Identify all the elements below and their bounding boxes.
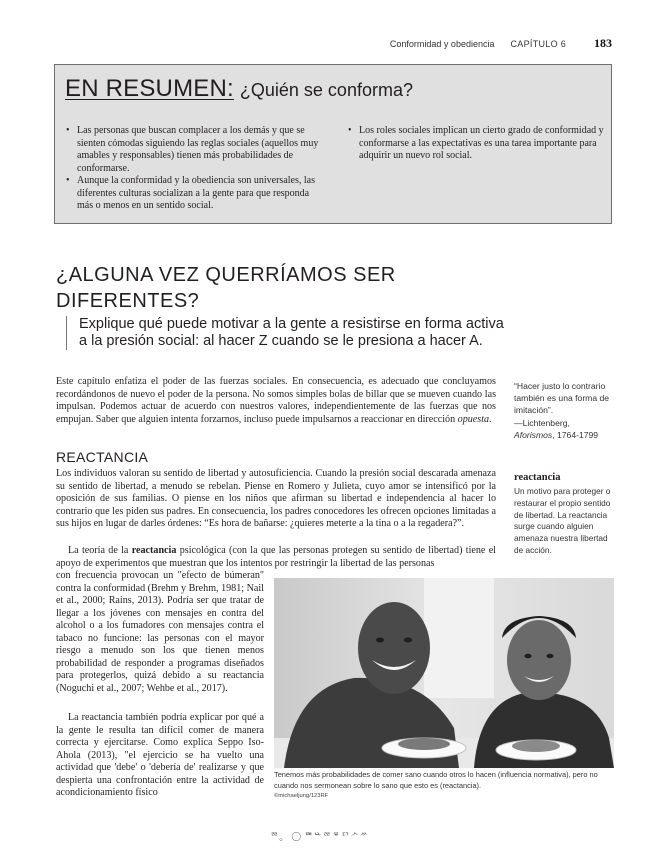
- page-footer: ᄙ。 ◯ ᄜᄔᄙᄛᄗᄼᄽ: [270, 832, 369, 842]
- body-paragraph: La reactancia también podría explicar por qué a la gente le resulta tan difícil comer de manera correcta y ejercitarse. Como explica Seppo Iso-Ahola (2013), "el ejercicio se ha vuelto una actividad que 'debe' o 'debería de' realizarse y que despierta una confrontación entre la actividad de acondicionamiento físico: [56, 712, 264, 798]
- quote-author: —Lichtenberg,: [514, 418, 570, 428]
- glossary-definition: Un motivo para proteger o restaurar el propio sentido de libertad. La reactancia surge cuando alguien amenaza nuestra libertad de acción.: [514, 486, 611, 555]
- intro-paragraph: [56, 376, 496, 426]
- summary-bullets-left: [65, 125, 320, 213]
- summary-bullets-right: [347, 125, 605, 163]
- intro-text: Este capítulo enfatiza el poder de las fuerzas sociales. En consecuencia, es adecuado que concluyamos recordándonos de nuevo el poder de la persona. No somos simples bolas de billar que se mueven cuando las impulsan. Podemos actuar de acuerdo con nuestros valores, independientemente de las fuerzas que nos empujan. Saber que alguien intenta forzarnos, incluso puede impulsarnos a reaccionar en dirección: [56, 376, 496, 425]
- summary-bullet: • Aunque la conformidad y la obediencia son universales, las diferentes culturas socializan a la gente para que responda más o menos en un sentido social.: [65, 175, 320, 213]
- key-term: reactancia: [131, 545, 177, 556]
- summary-title: [65, 75, 413, 103]
- running-header-section: Conformidad y obediencia: [389, 39, 495, 49]
- summary-bullet: • Los roles sociales implican un cierto grado de conformidad y conformarse a las expectativas es una tarea importante para adquirir un nuevo rol social.: [347, 125, 605, 163]
- learning-objective: Explique qué puede motivar a la gente a resistirse en forma activa a la presión social: al hacer Z cuando se le presiona a hacer A.: [66, 316, 509, 350]
- photo-couple-eating-salad: [274, 578, 614, 768]
- body-paragraph: Los individuos valoran su sentido de libertad y autosuficiencia. Cuando la presión social descarada amenaza su sentido de libertad, a menudo se rebelan. Piense en Romero y Julieta, cuyo amor se intensificó por la oposición de sus familias. O piense en los niños que afirman su libertad e independencia al hacer lo contrario que les piden sus padres. En consecuencia, los padres conocedores les ofrecen opciones limitadas a sus hijos en lugar de darles órdenes: “Es hora de bañarse: ¿quieres meterte a la tina o a la regadera?”.: [56, 468, 496, 529]
- quote-text: “Hacer justo lo contrario también es una forma de imitación”.: [514, 381, 610, 415]
- running-header: [390, 36, 612, 51]
- photo-caption: [274, 770, 618, 802]
- photo-credit: ©michaeljung/123RF: [274, 793, 329, 799]
- body-paragraph: con frecuencia provocan un "efecto de búmeran" contra la conformidad (Brehm y Brehm, 1981; Nail et al., 2000; Rains, 2013). Podría ser que tratar de llegar a los jóvenes con mensajes en contra del alcohol o a los fumadores con mensajes contra el tabaco no funcione: las personas con el mayor riesgo a menudo son los que tienen menos probabilidad de responder a programas diseñados para protegerlos, quizá debido a su reactancia (Noguchi et al., 2007; Wehbe et al., 2017).: [56, 570, 264, 694]
- section-heading: ¿ALGUNA VEZ QUERRÍAMOS SER DIFERENTES?: [56, 264, 396, 312]
- page-number: 183: [594, 36, 612, 50]
- summary-bullet: • Las personas que buscan complacer a los demás y que se sienten cómodas siguiendo las reglas sociales (aquellos muy amables y responsables) tienen más probabilidades de conformarse.: [65, 125, 320, 175]
- photo-illustration: [274, 578, 614, 768]
- quote-years: , 1764-1799: [552, 430, 599, 440]
- p2-text-end: psicológica (con la que las personas protegen su sentido de libertad) tiene el apoyo de experimentos que muestran que los intentos por restringir la libertad de las personas: [56, 545, 496, 569]
- subsection-heading: REACTANCIA: [56, 449, 149, 465]
- p2-text: La teoría de la: [68, 545, 132, 556]
- margin-quote: [514, 380, 614, 441]
- summary-title-main: EN RESUMEN:: [65, 75, 234, 102]
- caption-text: Tenemos más probabilidades de comer sano cuando otros lo hacen (influencia normativa), pero no cuando nos sermonean sobre lo sano que esto es (reactancia).: [274, 770, 598, 790]
- body-paragraph: [56, 545, 496, 570]
- intro-italic: opuesta: [457, 413, 490, 425]
- summary-title-sub: ¿Quién se conforma?: [239, 80, 413, 100]
- running-header-chapter: CAPÍTULO 6: [510, 39, 566, 49]
- summary-box: [54, 64, 612, 224]
- quote-attribution: [514, 417, 614, 441]
- intro-end: .: [489, 413, 492, 425]
- quote-source: Aforismos: [514, 430, 553, 440]
- glossary-term: reactancia: [514, 472, 561, 483]
